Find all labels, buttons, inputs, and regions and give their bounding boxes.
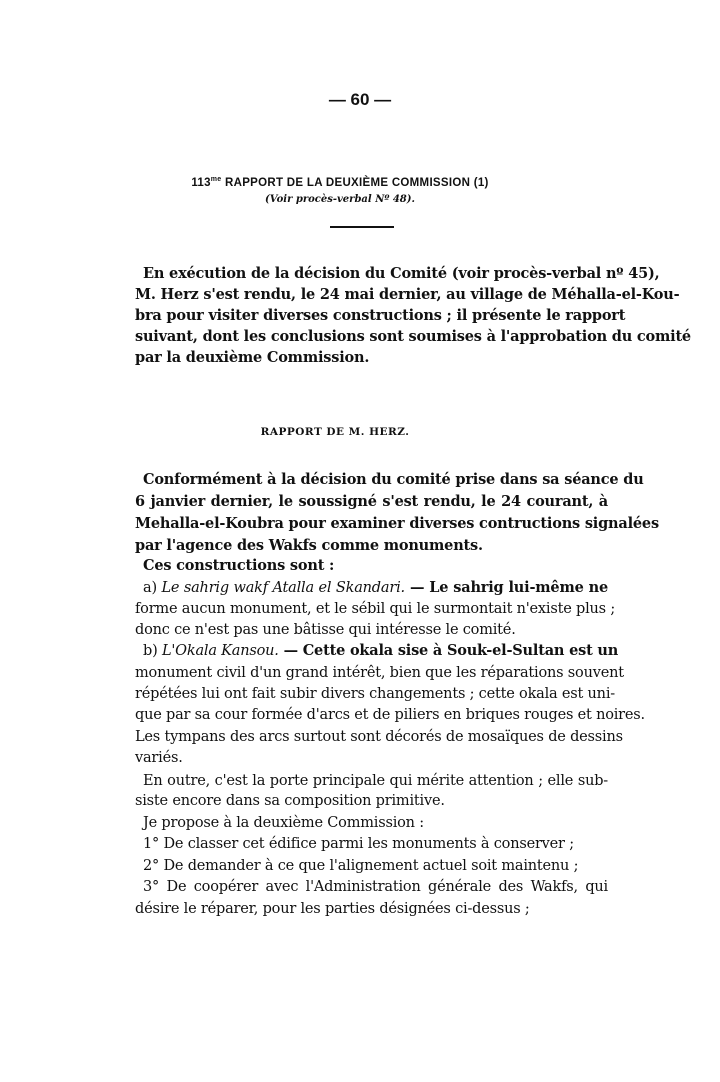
divider-rule <box>330 226 394 228</box>
intro-line: En exécution de la décision du Comité (voir procès-verbal nº 45), <box>143 265 660 282</box>
item-b-title: L'Okala Kansou. <box>161 643 279 659</box>
body-line: Conformément à la décision du comité prise dans sa séance du <box>143 471 644 488</box>
intro-line: bra pour visiter diverses constructions ; il présente le rapport <box>135 307 626 324</box>
body-line: forme aucun monument, et le sébil qui le surmontait n'existe plus ; <box>135 601 616 617</box>
list-item: 3° De coopérer avec l'Administration générale des Wakfs, qui <box>143 879 608 895</box>
page-number: — 60 — <box>328 90 392 109</box>
item-b-line <box>143 641 619 661</box>
body-line: siste encore dans sa composition primitive. <box>135 793 445 809</box>
body-line: par l'agence des Wakfs comme monuments. <box>135 537 483 554</box>
item-b-label: b) <box>143 643 162 659</box>
intro-line: M. Herz s'est rendu, le 24 mai dernier, au village de Méhalla-el-Kou- <box>135 286 680 303</box>
heading-number: 113 <box>191 176 211 189</box>
body-line: donc ce n'est pas une bâtisse qui intéresse le comité. <box>135 622 516 638</box>
body-line: 6 janvier dernier, le soussigné s'est rendu, le 24 courant, à <box>135 493 608 510</box>
section-heading <box>0 176 700 189</box>
body-line: Ces constructions sont : <box>143 557 335 574</box>
list-item: 1° De classer cet édifice parmi les monuments à conserver ; <box>143 836 574 852</box>
item-b-text: — Cette okala sise à Souk-el-Sultan est un <box>278 642 619 659</box>
item-a-text: — Le sahrig lui-même ne <box>404 579 609 596</box>
body-line: Je propose à la deuxième Commission : <box>143 815 424 831</box>
body-line: En outre, c'est la porte principale qui mérite attention ; elle sub- <box>143 773 608 789</box>
list-item: désire le réparer, pour les parties désignées ci-dessus ; <box>135 901 530 917</box>
item-a-line <box>143 578 608 598</box>
body-line: Mehalla-el-Koubra pour examiner diverses contructions signalées <box>135 515 659 532</box>
body-line: répétées lui ont fait subir divers changements ; cette okala est uni- <box>135 686 615 702</box>
item-a-label: a) <box>143 580 162 596</box>
body-line: que par sa cour formée d'arcs et de piliers en briques rouges et noires. <box>135 707 645 723</box>
heading-title: RAPPORT DE LA DEUXIÈME COMMISSION (1) <box>221 176 489 189</box>
intro-line: par la deuxième Commission. <box>135 349 370 366</box>
item-a-title: Le sahrig wakf Atalla el Skandari. <box>161 580 405 596</box>
body-line: Les tympans des arcs surtout sont décorés de mosaïques de dessins <box>135 729 623 745</box>
body-line: variés. <box>135 750 183 766</box>
section-subtitle: (Voir procès-verbal Nº 48). <box>265 194 415 205</box>
report-title: RAPPORT DE M. HERZ. <box>260 426 410 438</box>
heading-suffix: me <box>210 176 222 183</box>
list-item: 2° De demander à ce que l'alignement actuel soit maintenu ; <box>143 858 579 874</box>
body-line: monument civil d'un grand intérêt, bien que les réparations souvent <box>135 665 624 681</box>
intro-line: suivant, dont les conclusions sont soumises à l'approbation du comité <box>135 328 691 345</box>
